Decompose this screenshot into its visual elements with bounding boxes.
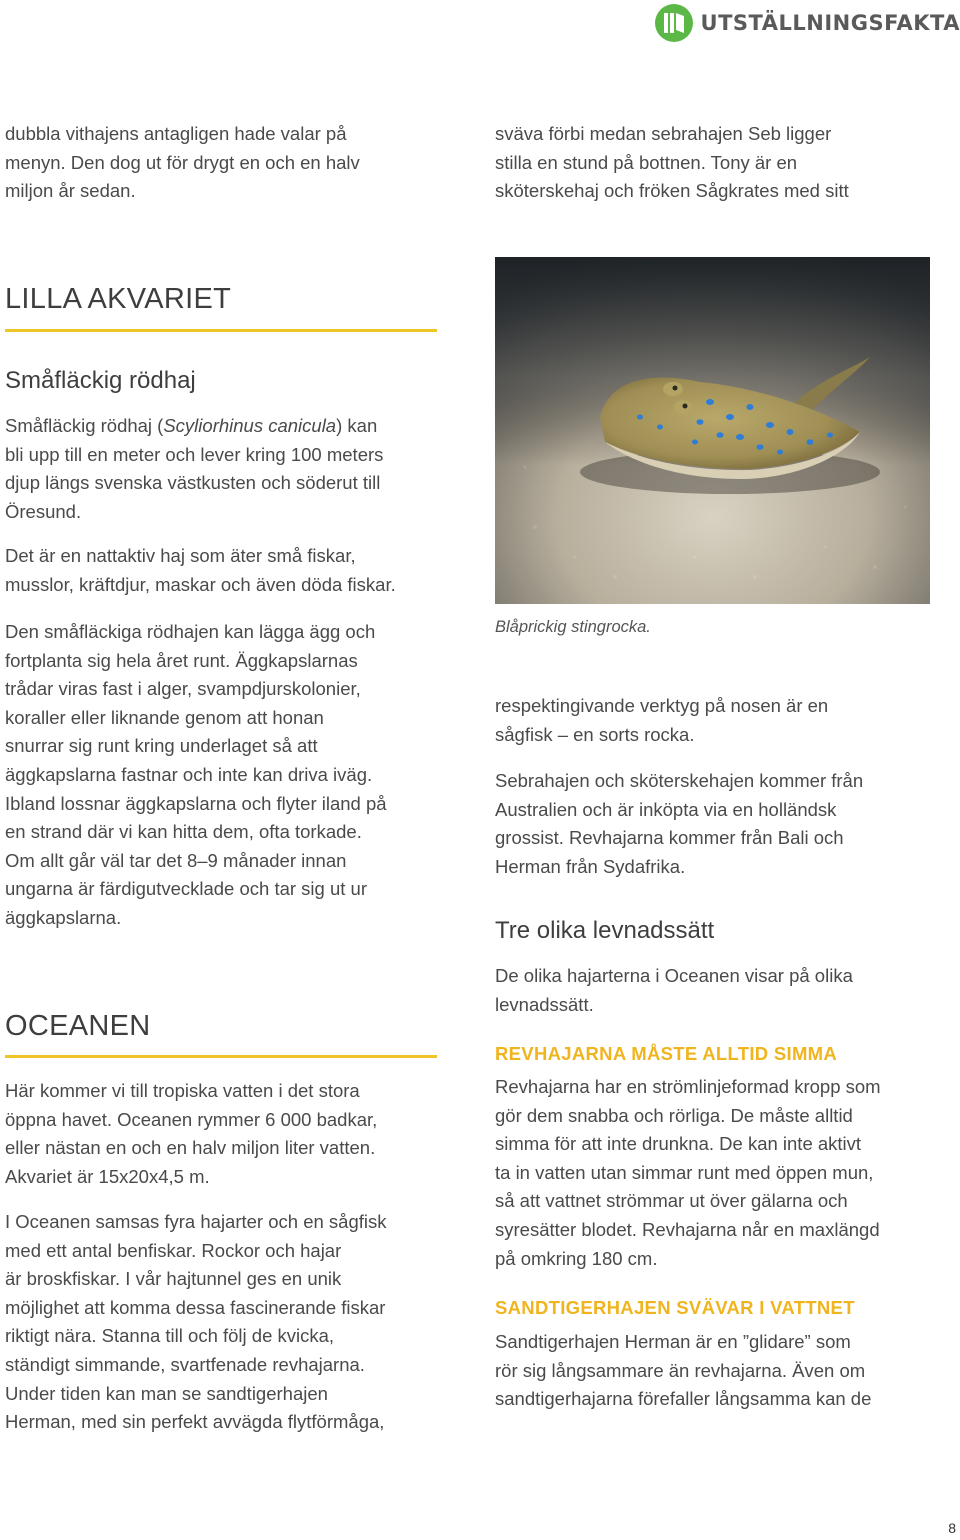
text-line: Australien och är inköpta via en holländsk xyxy=(495,798,837,820)
right-paragraph-5 xyxy=(495,1328,935,1414)
sandtiger-heading-block xyxy=(495,1297,935,1319)
orange-heading: REVHAJARNA MÅSTE ALLTID SIMMA xyxy=(495,1043,838,1064)
text-line: syresätter blodet. Revhajarna når en maxlängd xyxy=(495,1218,880,1240)
text-line: Om allt går väl tar det 8–9 månader innan xyxy=(5,849,347,871)
stingray-illustration xyxy=(495,257,930,604)
right-paragraph-1 xyxy=(495,692,935,749)
lilla-paragraph-2 xyxy=(5,542,445,599)
latin-name: Scyliorhinus canicula xyxy=(163,415,337,436)
text-line: äggkapslarna. xyxy=(5,906,122,928)
text-line: I Oceanen samsas fyra hajarter och en sågfisk xyxy=(5,1211,387,1232)
section-title: OCEANEN xyxy=(5,1010,151,1042)
lilla-akvariet-heading xyxy=(5,283,445,316)
oceanen-paragraph-2 xyxy=(5,1208,445,1437)
lilla-subhead xyxy=(5,367,445,395)
book-pages-icon xyxy=(655,4,693,42)
text-line: med ett antal benfiskar. Rockor och hajar xyxy=(5,1239,342,1261)
text-line: Sebrahajen och sköterskehajen kommer från xyxy=(495,770,864,791)
text-line: menyn. Den dog ut för drygt en och en halv xyxy=(5,151,360,173)
lilla-paragraph-3 xyxy=(5,618,445,933)
page-number: 8 xyxy=(948,1520,956,1536)
text-line: ta in vatten utan simmar runt med öppen mun, xyxy=(495,1161,874,1183)
text-line: sköterskehaj och fröken Sågkrates med sitt xyxy=(495,180,849,202)
text-line: Den småfläckiga rödhajen kan lägga ägg och xyxy=(5,621,376,642)
text-line: trådar viras fast i alger, svampdjurskolonier, xyxy=(5,678,361,700)
right-paragraph-3 xyxy=(495,962,935,1019)
photo-caption-block xyxy=(495,618,935,637)
text-line: sväva förbi medan sebrahajen Seb ligger xyxy=(495,123,832,144)
text-line: ständigt simmande, svartfenade revhajarna. xyxy=(5,1353,365,1375)
text-line: Under tiden kan man se sandtigerhajen xyxy=(5,1382,328,1404)
brand-header xyxy=(655,3,960,43)
text-line: djup längs svenska västkusten och söderut till xyxy=(5,472,381,494)
text-line: Akvariet är 15x20x4,5 m. xyxy=(5,1165,210,1187)
text-line: Sandtigerhajen Herman är en ”glidare” som xyxy=(495,1331,851,1352)
brand-title: UTSTÄLLNINGSFAKTA xyxy=(700,11,960,35)
text-line: Här kommer vi till tropiska vatten i det stora xyxy=(5,1080,360,1101)
text-line: Ibland lossnar äggkapslarna och flyter iland på xyxy=(5,792,387,814)
right-paragraph-4 xyxy=(495,1073,935,1273)
text-line: Småfläckig rödhaj (Scyliorhinus canicula) kan xyxy=(5,415,378,436)
text-line: eller nästan en och en halv miljon liter vatten. xyxy=(5,1137,376,1159)
text-line: är broskfiskar. I vår hajtunnel ges en unik xyxy=(5,1268,342,1290)
text-line: på omkring 180 cm. xyxy=(495,1247,658,1269)
text-line: sandtigerhajarna förefaller långsamma kan de xyxy=(495,1388,872,1410)
text-line: en strand där vi kan hitta dem, ofta torkade. xyxy=(5,821,362,843)
subhead-smafackig-rodhaj: Småfläckig rödhaj xyxy=(5,367,196,394)
subhead-tre-olika: Tre olika levnadssätt xyxy=(495,917,715,944)
text-line: respektingivande verktyg på nosen är en xyxy=(495,695,829,716)
text-line: De olika hajarterna i Oceanen visar på olika xyxy=(495,965,853,986)
photo-caption: Blåprickig stingrocka. xyxy=(495,618,651,636)
stingray-photo xyxy=(495,257,930,604)
text-line: grossist. Revhajarna kommer från Bali och xyxy=(495,827,844,849)
text-line: riktigt nära. Stanna till och följ de kvicka, xyxy=(5,1325,335,1347)
text-line: bli upp till en meter och lever kring 100 meters xyxy=(5,443,384,465)
lilla-paragraph-1 xyxy=(5,412,445,526)
text-line: rör sig långsammare än revhajarna. Även om xyxy=(495,1359,866,1381)
left-top-paragraph xyxy=(5,120,445,206)
text-line: möjlighet att komma dessa fascinerande fiskar xyxy=(5,1296,386,1318)
text-line: levnadssätt. xyxy=(495,993,594,1015)
text-line: sågfisk – en sorts rocka. xyxy=(495,723,695,745)
section-divider xyxy=(5,329,437,332)
right-subhead-block xyxy=(495,917,935,945)
section-title: LILLA AKVARIET xyxy=(5,283,232,315)
revhajarna-heading-block xyxy=(495,1043,935,1065)
text-line: fortplanta sig hela året runt. Äggkapslarnas xyxy=(5,649,358,671)
oceanen-heading xyxy=(5,1010,445,1043)
text-line: äggkapslarna fastnar och inte kan driva iväg. xyxy=(5,763,373,785)
text-line: öppna havet. Oceanen rymmer 6 000 badkar, xyxy=(5,1108,378,1130)
oceanen-paragraph-1 xyxy=(5,1077,445,1191)
text-line: stilla en stund på bottnen. Tony är en xyxy=(495,151,798,173)
orange-heading: SANDTIGERHAJEN SVÄVAR I VATTNET xyxy=(495,1297,855,1318)
right-top-paragraph xyxy=(495,120,935,206)
section-divider xyxy=(5,1055,437,1058)
text-line: Herman, med sin perfekt avvägda flytförmåga, xyxy=(5,1411,385,1433)
text-line: Revhajarna har en strömlinjeformad kropp som xyxy=(495,1076,881,1097)
text-line: koraller eller liknande genom att honan xyxy=(5,706,324,728)
right-paragraph-2 xyxy=(495,767,935,881)
text-line: musslor, kräftdjur, maskar och även döda fiskar. xyxy=(5,573,396,595)
text-line: så att vattnet strömmar ut över gälarna och xyxy=(495,1190,848,1212)
text-line: gör dem snabba och rörliga. De måste alltid xyxy=(495,1104,853,1126)
text-line: snurrar sig runt kring underlaget så att xyxy=(5,735,318,757)
text-line: ungarna är färdigutvecklade och tar sig ut ur xyxy=(5,878,367,900)
text-line: miljon år sedan. xyxy=(5,180,136,202)
text-line: Det är en nattaktiv haj som äter små fiskar, xyxy=(5,545,356,566)
text-line: Herman från Sydafrika. xyxy=(495,855,686,877)
text-line: simma för att inte drunkna. De kan inte aktivt xyxy=(495,1133,862,1155)
text-line: Öresund. xyxy=(5,500,82,522)
text-line: dubbla vithajens antagligen hade valar på xyxy=(5,123,347,144)
